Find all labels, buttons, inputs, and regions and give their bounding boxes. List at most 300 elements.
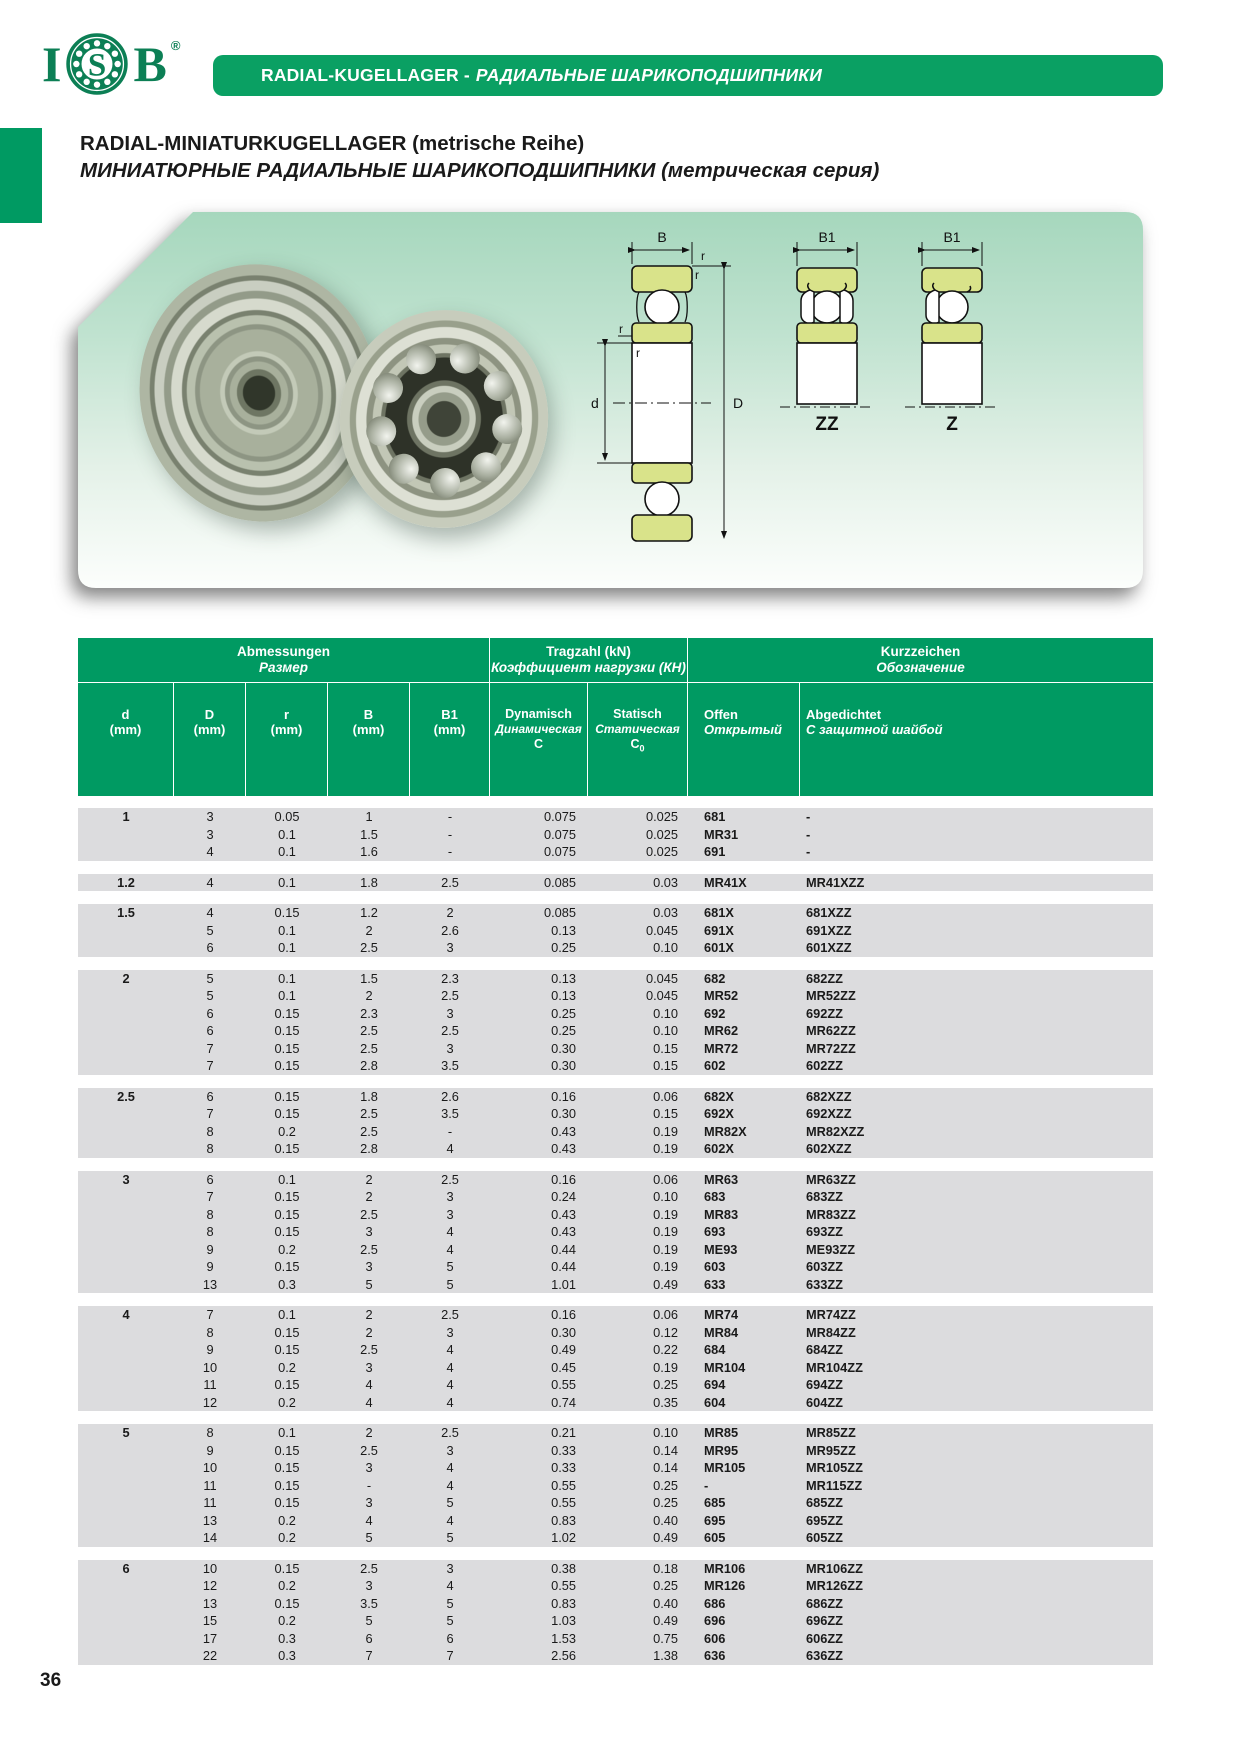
cell: 9 <box>206 1259 214 1275</box>
cell: 0.06 <box>653 1307 678 1323</box>
cell: 684 <box>704 1342 726 1358</box>
cell: MR105 <box>704 1460 746 1476</box>
group-header-designation: Kurzzeichen Обозначение <box>876 644 965 675</box>
cell: 0.14 <box>653 1460 678 1476</box>
cell: 2.5 <box>360 940 378 956</box>
cell: 0.14 <box>653 1442 678 1458</box>
cell: 3 <box>365 1460 373 1476</box>
table-row <box>78 826 1153 844</box>
table-group-band <box>78 904 1153 957</box>
cell: 695 <box>704 1512 726 1528</box>
cell: 2.5 <box>441 874 459 890</box>
cell: 5 <box>365 1530 373 1546</box>
cell: 0.025 <box>645 844 678 860</box>
cell-d: 1.2 <box>117 874 135 890</box>
cell: 681 <box>704 809 726 825</box>
cell: MR83 <box>704 1206 739 1222</box>
cell-d: 1 <box>122 809 130 825</box>
cell: 2.5 <box>360 1342 378 1358</box>
cell: MR85 <box>704 1425 739 1441</box>
table-row <box>78 1376 1153 1394</box>
cell: 2 <box>365 1189 373 1205</box>
cell: 602ZZ <box>806 1058 843 1074</box>
table-row <box>78 987 1153 1005</box>
table-row <box>78 1459 1153 1477</box>
col-header-r: r (mm) <box>246 683 328 796</box>
cell: 682 <box>704 970 726 986</box>
cell: 0.12 <box>653 1324 678 1340</box>
cell: 0.15 <box>274 1141 300 1157</box>
cell: 5 <box>446 1276 454 1292</box>
cell: 0.19 <box>653 1241 678 1257</box>
banner-title-de: RADIAL-KUGELLAGER - <box>261 65 470 85</box>
cell: 0.15 <box>274 1023 300 1039</box>
cell: 1.8 <box>360 1088 378 1104</box>
cell: 2 <box>365 1307 373 1323</box>
cell: 0.49 <box>551 1342 576 1358</box>
cell: 22 <box>202 1648 218 1664</box>
cell: 17 <box>202 1630 218 1646</box>
cell: 0.03 <box>653 905 678 921</box>
left-margin-tab <box>0 128 42 223</box>
cell: 0.075 <box>543 809 576 825</box>
cell: 0.1 <box>278 970 296 986</box>
cell: 683 <box>704 1189 726 1205</box>
cell: 692XZZ <box>806 1106 852 1122</box>
table-row <box>78 1424 1153 1442</box>
cell: 4 <box>206 874 214 890</box>
cell: 3 <box>446 1206 454 1222</box>
cell: 3 <box>446 1324 454 1340</box>
cell: 0.10 <box>653 940 678 956</box>
cell: 0.22 <box>653 1342 678 1358</box>
cell: 603 <box>704 1259 726 1275</box>
cell: 2.5 <box>441 1023 459 1039</box>
cell: 0.10 <box>653 1425 678 1441</box>
cell: 1.6 <box>360 844 378 860</box>
cell: 8 <box>206 1224 214 1240</box>
cell: 0.10 <box>653 1189 678 1205</box>
cell: 601XZZ <box>806 940 852 956</box>
cell: MR31 <box>704 826 739 842</box>
table-row <box>78 970 1153 988</box>
cell: 2.56 <box>551 1648 576 1664</box>
cell: 3 <box>206 809 214 825</box>
col-header-D: D (mm) <box>174 683 246 796</box>
cell: 3 <box>206 826 214 842</box>
cell: 0.15 <box>274 1477 300 1493</box>
group-header-dimensions: Abmessungen Размер <box>78 638 490 682</box>
cell: 0.06 <box>653 1171 678 1187</box>
cell: 7 <box>206 1307 214 1323</box>
cell: 0.83 <box>551 1595 576 1611</box>
cell: 0.15 <box>274 1088 300 1104</box>
cell: 685 <box>704 1495 726 1511</box>
cell: 0.25 <box>653 1477 678 1493</box>
cell: MR126 <box>704 1578 746 1594</box>
cell: 9 <box>206 1342 214 1358</box>
cell: 0.25 <box>653 1578 678 1594</box>
cell: 2 <box>446 905 454 921</box>
z-label: Z <box>946 414 958 435</box>
cell: 602X <box>704 1141 734 1157</box>
cell: 692 <box>704 1005 726 1021</box>
cell: 0.2 <box>278 1394 296 1410</box>
cell: 0.13 <box>551 970 576 986</box>
cell: 694ZZ <box>806 1377 843 1393</box>
cell: 4 <box>446 1224 454 1240</box>
cell: MR41X <box>704 874 747 890</box>
cell: - <box>447 826 453 842</box>
cell: 0.1 <box>278 1171 296 1187</box>
cell: 0.38 <box>551 1560 576 1576</box>
cell: 14 <box>202 1530 218 1546</box>
cell: 8 <box>206 1206 214 1222</box>
cell: 0.2 <box>278 1530 296 1546</box>
table-row <box>78 1595 1153 1613</box>
cell: 0.16 <box>551 1088 576 1104</box>
cell: 3 <box>365 1495 373 1511</box>
cell: 2.5 <box>360 1206 378 1222</box>
cell: 3 <box>446 1040 454 1056</box>
cell-d: 4 <box>122 1307 130 1323</box>
cell: 0.3 <box>278 1630 296 1646</box>
dim-dd-label: D <box>733 395 744 411</box>
cell: 605 <box>704 1530 726 1546</box>
cell: 2 <box>365 1171 373 1187</box>
table-row <box>78 1206 1153 1224</box>
cell: 686ZZ <box>806 1595 843 1611</box>
cell-d: 3 <box>122 1171 130 1187</box>
cell: 0.25 <box>551 1005 576 1021</box>
cell: 0.55 <box>551 1578 576 1594</box>
cell-d: 2 <box>122 970 130 986</box>
table-row <box>78 1512 1153 1530</box>
cell: 0.15 <box>274 1206 300 1222</box>
cell: 0.15 <box>274 1040 300 1056</box>
cell: 0.45 <box>551 1359 576 1375</box>
table-row <box>78 1394 1153 1412</box>
cell: 2.5 <box>360 1241 378 1257</box>
cell: 0.2 <box>278 1578 296 1594</box>
col-header-shielded: Abgedichtet С защитной шайбой <box>806 707 943 737</box>
cell: 0.025 <box>645 826 678 842</box>
cell: 696ZZ <box>806 1613 843 1629</box>
cell-d: 6 <box>122 1560 130 1576</box>
cell-d: 1.5 <box>117 905 135 921</box>
cell: MR83ZZ <box>806 1206 856 1222</box>
cell: 10 <box>202 1460 218 1476</box>
cell: MR104 <box>704 1359 746 1375</box>
cell: MR104ZZ <box>806 1359 863 1375</box>
cell: 1.02 <box>551 1530 576 1546</box>
cell: 5 <box>446 1259 454 1275</box>
cell: 0.15 <box>274 1324 300 1340</box>
cell: 0.13 <box>551 922 576 938</box>
cell: 0.55 <box>551 1477 576 1493</box>
cell: 686 <box>704 1595 726 1611</box>
cell-d: 5 <box>122 1425 130 1441</box>
cell: 0.15 <box>653 1106 678 1122</box>
table-row <box>78 1057 1153 1075</box>
cell: 636 <box>704 1648 726 1664</box>
cell: 0.075 <box>543 826 576 842</box>
cell: 6 <box>206 1005 214 1021</box>
cell: 5 <box>446 1595 454 1611</box>
cell: 0.43 <box>551 1206 576 1222</box>
cell: 0.19 <box>653 1224 678 1240</box>
cell: 0.10 <box>653 1005 678 1021</box>
cell: 5 <box>365 1613 373 1629</box>
cell: 3 <box>365 1578 373 1594</box>
cell: 0.2 <box>278 1123 296 1139</box>
cell: MR63ZZ <box>806 1171 856 1187</box>
bearing-section-diagram <box>583 226 783 556</box>
page-title-de: RADIAL-MINIATURKUGELLAGER (metrische Reihe) <box>80 132 585 155</box>
cell: MR105ZZ <box>806 1460 863 1476</box>
cell: 0.15 <box>274 1595 300 1611</box>
dim-r-label: r <box>619 322 623 336</box>
cell: 2 <box>365 988 373 1004</box>
cell: 0.085 <box>543 874 576 890</box>
cell: 15 <box>202 1613 218 1629</box>
table-row <box>78 1258 1153 1276</box>
cell: 696 <box>704 1613 726 1629</box>
table-row <box>78 904 1153 922</box>
cell: 0.3 <box>278 1648 296 1664</box>
cell: 2.5 <box>360 1106 378 1122</box>
cell: 2.5 <box>441 1307 459 1323</box>
table-row <box>78 1241 1153 1259</box>
col-header-dynamic: Dynamisch Динамическая C <box>490 683 588 796</box>
cell: - <box>806 809 811 825</box>
cell: 3 <box>365 1259 373 1275</box>
cell: 691XZZ <box>806 922 852 938</box>
cell: 606 <box>704 1630 726 1646</box>
cell: 0.19 <box>653 1141 678 1157</box>
cell: 1.01 <box>551 1276 576 1292</box>
table-row <box>78 1494 1153 1512</box>
cell: 0.55 <box>551 1377 576 1393</box>
cell: 691 <box>704 844 726 860</box>
cell: 0.15 <box>274 1224 300 1240</box>
cell: 1.53 <box>551 1630 576 1646</box>
table-row <box>78 1306 1153 1324</box>
cell: 6 <box>206 940 214 956</box>
cell: 4 <box>446 1578 454 1594</box>
cell: 0.19 <box>653 1359 678 1375</box>
table-row <box>78 1022 1153 1040</box>
cell: 11 <box>203 1495 217 1511</box>
table-row <box>78 1088 1153 1106</box>
cell: 0.2 <box>278 1359 296 1375</box>
table-row <box>78 1341 1153 1359</box>
cell: 9 <box>206 1241 214 1257</box>
cell: 6 <box>365 1630 373 1646</box>
cell: 0.44 <box>551 1259 576 1275</box>
cell: 12 <box>202 1578 218 1594</box>
cell: 0.30 <box>551 1058 576 1074</box>
cell: 0.15 <box>274 1560 300 1576</box>
cell: - <box>806 826 811 842</box>
cell: 0.49 <box>653 1276 678 1292</box>
cell: 3.5 <box>360 1595 378 1611</box>
cell: 7 <box>365 1648 373 1664</box>
cell: 0.1 <box>278 874 296 890</box>
cell: 11 <box>203 1477 217 1493</box>
cell: 4 <box>446 1394 454 1410</box>
cell: MR62 <box>704 1023 739 1039</box>
cell: MR72ZZ <box>806 1040 856 1056</box>
cell: 685ZZ <box>806 1495 843 1511</box>
table-row <box>78 1560 1153 1578</box>
cell: 9 <box>206 1442 214 1458</box>
cell: MR95 <box>704 1442 739 1458</box>
cell: - <box>447 809 453 825</box>
cell: 2.3 <box>360 1005 378 1021</box>
cell: 0.19 <box>653 1259 678 1275</box>
cell: 11 <box>203 1377 217 1393</box>
table-row <box>78 1577 1153 1595</box>
zz-label: ZZ <box>815 414 839 435</box>
cell: 633ZZ <box>806 1276 843 1292</box>
cell: 0.025 <box>645 809 678 825</box>
zz-section-diagram <box>772 226 882 436</box>
cell: 693ZZ <box>806 1224 843 1240</box>
cell: 5 <box>446 1495 454 1511</box>
cell: 2.5 <box>360 1560 378 1576</box>
cell: 0.10 <box>653 1023 678 1039</box>
registered-mark: ® <box>170 38 181 53</box>
table-row <box>78 1040 1153 1058</box>
cell: 633 <box>704 1276 726 1292</box>
cell: 0.19 <box>653 1206 678 1222</box>
cell: 0.045 <box>645 922 678 938</box>
cell: 12 <box>202 1394 218 1410</box>
cell: - <box>704 1477 709 1493</box>
dim-b1-label: B1 <box>943 229 961 245</box>
table-row <box>78 1359 1153 1377</box>
cell: 0.06 <box>653 1088 678 1104</box>
cell: 2 <box>365 922 373 938</box>
cell: 0.1 <box>278 1425 296 1441</box>
col-header-d: d (mm) <box>78 683 174 796</box>
table-row <box>78 922 1153 940</box>
cell: 683ZZ <box>806 1189 843 1205</box>
cell: 0.74 <box>551 1394 576 1410</box>
cell: 7 <box>206 1040 214 1056</box>
table-body <box>78 808 1153 1665</box>
table-group-band <box>78 1171 1153 1294</box>
cell: 0.43 <box>551 1141 576 1157</box>
cell: 0.33 <box>551 1442 576 1458</box>
cell: 7 <box>206 1189 214 1205</box>
table-row <box>78 1171 1153 1189</box>
cell: 1.2 <box>360 905 378 921</box>
cell: MR72 <box>704 1040 739 1056</box>
cell: 693 <box>704 1224 726 1240</box>
cell: 0.15 <box>274 1442 300 1458</box>
table-group-band <box>78 1088 1153 1158</box>
table-group-band <box>78 1306 1153 1411</box>
dim-d-label: d <box>591 395 599 411</box>
cell: 10 <box>202 1560 218 1576</box>
cell: 681XZZ <box>806 905 852 921</box>
cell: 0.045 <box>645 970 678 986</box>
cell: 603ZZ <box>806 1259 843 1275</box>
cell: 0.075 <box>543 844 576 860</box>
dim-r-label: r <box>701 249 705 263</box>
cell: 0.21 <box>551 1425 576 1441</box>
cell: 0.03 <box>653 874 678 890</box>
cell: 8 <box>206 1141 214 1157</box>
cell: 4 <box>365 1377 373 1393</box>
cell: 691X <box>704 922 734 938</box>
cell: 694 <box>704 1377 726 1393</box>
cell: 0.30 <box>551 1040 576 1056</box>
table-row <box>78 1140 1153 1158</box>
cell: 0.40 <box>653 1512 678 1528</box>
cell: 4 <box>446 1342 454 1358</box>
table-row <box>78 1612 1153 1630</box>
cell: 4 <box>446 1512 454 1528</box>
cell: 0.1 <box>278 988 296 1004</box>
cell: 13 <box>202 1595 218 1611</box>
cell: 0.15 <box>274 1460 300 1476</box>
cell: 0.30 <box>551 1106 576 1122</box>
table-row <box>78 1647 1153 1665</box>
cell: MR85ZZ <box>806 1425 856 1441</box>
cell: - <box>447 1123 453 1139</box>
cell: 0.18 <box>653 1560 678 1576</box>
cell: 6 <box>206 1023 214 1039</box>
cell: 3.5 <box>441 1058 459 1074</box>
cell: 4 <box>446 1241 454 1257</box>
cell: 0.33 <box>551 1460 576 1476</box>
cell: 604ZZ <box>806 1394 843 1410</box>
cell: MR74ZZ <box>806 1307 856 1323</box>
cell: MR52ZZ <box>806 988 856 1004</box>
cell: 2.5 <box>441 1171 459 1187</box>
cell: 2.3 <box>441 970 459 986</box>
col-header-static: Statisch Статическая $C_0$ <box>588 683 688 796</box>
banner-title-ru: РАДИАЛЬНЫЕ ШАРИКОПОДШИПНИКИ <box>475 65 822 85</box>
cell: 602XZZ <box>806 1141 852 1157</box>
cell: 8 <box>206 1123 214 1139</box>
table-row <box>78 874 1153 892</box>
cell: 3 <box>365 1359 373 1375</box>
cell: 695ZZ <box>806 1512 843 1528</box>
cell: 4 <box>206 905 214 921</box>
cell: 3.5 <box>441 1106 459 1122</box>
cell: 0.25 <box>551 940 576 956</box>
cell: MR95ZZ <box>806 1442 856 1458</box>
cell: 606ZZ <box>806 1630 843 1646</box>
cell: 0.2 <box>278 1241 296 1257</box>
cell: 0.40 <box>653 1595 678 1611</box>
cell: 0.35 <box>653 1394 678 1410</box>
cell: 5 <box>365 1276 373 1292</box>
cell: 684ZZ <box>806 1342 843 1358</box>
cell: 0.15 <box>274 905 300 921</box>
cell: 3 <box>365 1224 373 1240</box>
table-group-band <box>78 970 1153 1075</box>
cell: MR41XZZ <box>806 874 865 890</box>
cell: 0.15 <box>274 1377 300 1393</box>
cell: 0.49 <box>653 1530 678 1546</box>
group-header-load: Tragzahl (kN) Коэффициент нагрузки (КН) <box>490 638 688 682</box>
cell: 1.38 <box>653 1648 678 1664</box>
